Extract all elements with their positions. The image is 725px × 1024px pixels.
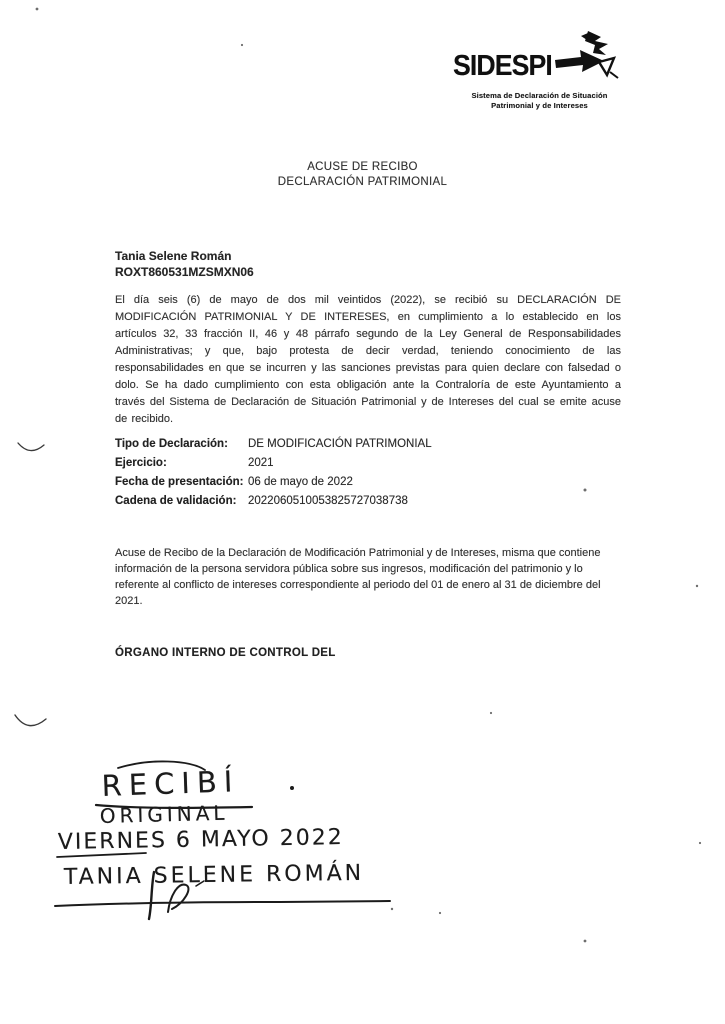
detail-label: Ejercicio: [115, 457, 167, 469]
acuse-summary-paragraph: Acuse de Recibo de la Declaración de Modificación Patrimonial y de Intereses, misma que contiene información de la persona servidora pública sobre sus ingresos, modificación del patrimonio y lo referente al conflicto de intereses correspondiente al periodo del 01 de enero al 31 de diciembre del 2021. [115, 547, 601, 607]
detail-label: Cadena de validación: [115, 495, 237, 507]
detail-label: Fecha de presentación: [115, 476, 244, 488]
recipient-name: Tania Selene Román [115, 249, 232, 263]
logo-subtitle-line2: Patrimonial y de Intereses [491, 100, 588, 110]
detail-row-fecha [115, 476, 432, 490]
logo-subtitle-line1: Sistema de Declaración de Situación [471, 91, 608, 100]
handwritten-date: VIERNES 6 MAYO 2022 [57, 825, 344, 855]
detail-label: Tipo de Declaración: [115, 438, 228, 450]
main-paragraph: El día seis (6) de mayo de dos mil veintidos (2022), se recibió su DECLARACIÓN DE MODIFICACIÓN PATRIMONIAL Y DE INTERESES, en cumplimiento a lo establecido en los artículos 32, 33 fracción II, 46 y 48 párrafo segundo de la Ley General de Responsabilidades Administrativas; y que, bajo protesta de decir verdad, teniendo conocimiento de las responsabilidades en que se incurren y las sanciones previstas para quien declare con falsedad o dolo. Se ha dado cumplimiento con esta obligación ante la Contraloría de este Ayuntamiento a través del Sistema de Declaración de Situación Patrimonial y de Intereses del cual se emite acuse de recibido. [115, 294, 621, 425]
title-line1: ACUSE DE RECIBO [307, 161, 418, 173]
detail-value: 2022060510053825727038738 [248, 495, 408, 507]
handwritten-name: TANIA SELENE ROMÁN [63, 860, 365, 890]
handwritten-recibi: RECIBÍ [101, 764, 240, 803]
handwritten-annotations [55, 761, 390, 919]
recipient-block [115, 249, 254, 280]
sidespi-logo [447, 42, 632, 110]
scan-arc-mark [18, 443, 44, 451]
handwritten-original: ORIGINAL [99, 800, 229, 828]
arrow-with-figure-icon [554, 30, 626, 90]
sidespi-wordmark: SIDESPI [452, 49, 552, 82]
organo-interno-line: ÓRGANO INTERNO DE CONTROL DEL [115, 647, 336, 659]
detail-value: 2021 [248, 457, 274, 469]
scan-arc-mark [15, 715, 46, 726]
document-title [0, 160, 725, 189]
signature [55, 872, 390, 919]
title-line2: DECLARACIÓN PATRIMONIAL [277, 175, 448, 188]
declaration-details [115, 438, 432, 514]
detail-row-tipo [115, 438, 432, 452]
recipient-curp: ROXT860531MZSMXN06 [115, 264, 254, 279]
detail-row-cadena [115, 495, 432, 509]
detail-row-ejercicio [115, 457, 432, 471]
detail-value: 06 de mayo de 2022 [248, 476, 353, 488]
detail-value: DE MODIFICACIÓN PATRIMONIAL [248, 438, 432, 450]
